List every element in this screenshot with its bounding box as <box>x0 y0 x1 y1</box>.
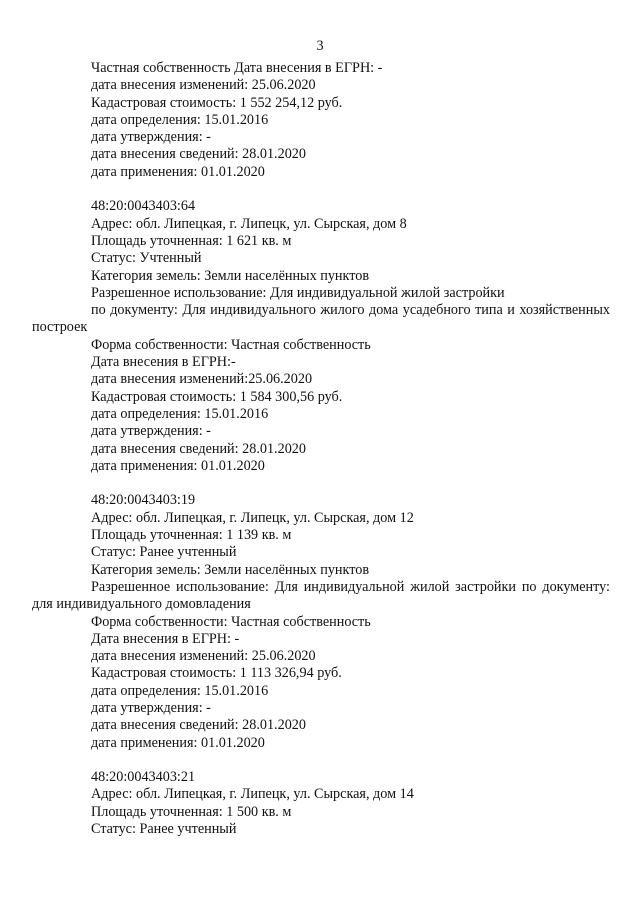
page-number: 3 <box>316 38 324 54</box>
parcel-cadastral-value: Кадастровая стоимость: 1 584 300,56 руб. <box>91 388 343 405</box>
parcel-egrn-date: Дата внесения в ЕГРН:- <box>91 354 236 371</box>
parcel-permitted-use: Разрешенное использование: Для индивидуальной жилой застройки <box>91 284 505 301</box>
parcel-64-section <box>32 198 610 475</box>
parcel-determination-date: дата определения: 15.01.2016 <box>91 682 269 699</box>
parcel-application-date: дата применения: 01.01.2020 <box>91 734 265 751</box>
parcel-address: Адрес: обл. Липецкая, г. Липецк, ул. Сырская, дом 14 <box>91 786 414 803</box>
parcel-change-date: дата внесения изменений:25.06.2020 <box>91 371 313 388</box>
parcel-approval-date: дата утверждения: - <box>91 699 211 716</box>
parcel-number: 48:20:0043403:19 <box>91 492 196 509</box>
parcel-egrn-date: Дата внесения в ЕГРН: - <box>91 630 240 647</box>
parcel-area: Площадь уточненная: 1 139 кв. м <box>91 527 292 544</box>
parcel-number: 48:20:0043403:21 <box>91 769 196 786</box>
parcel-info-date: дата внесения сведений: 28.01.2020 <box>91 440 306 457</box>
parcel-address: Адрес: обл. Липецкая, г. Липецк, ул. Сырская, дом 12 <box>91 509 414 526</box>
parcel-area: Площадь уточненная: 1 500 кв. м <box>91 803 292 820</box>
change-date-line: дата внесения изменений: 25.06.2020 <box>91 77 316 94</box>
approval-date-line: дата утверждения: - <box>91 129 211 146</box>
parcel-area: Площадь уточненная: 1 621 кв. м <box>91 232 292 249</box>
intro-section <box>32 60 610 181</box>
parcel-address: Адрес: обл. Липецкая, г. Липецк, ул. Сырская, дом 8 <box>91 215 407 232</box>
parcel-approval-date: дата утверждения: - <box>91 423 211 440</box>
parcel-status: Статус: Учтенный <box>91 250 202 267</box>
parcel-change-date: дата внесения изменений: 25.06.2020 <box>91 648 316 665</box>
parcel-ownership: Форма собственности: Частная собственность <box>91 336 371 353</box>
parcel-21-section <box>32 769 610 838</box>
document-body <box>32 60 610 838</box>
parcel-cadastral-value: Кадастровая стоимость: 1 113 326,94 руб. <box>91 665 342 682</box>
parcel-determination-date: дата определения: 15.01.2016 <box>91 405 269 422</box>
parcel-by-document: по документу: Для индивидуального жилого дома усадебного типа и хозяйственных построек <box>32 302 610 336</box>
cadastral-value-line: Кадастровая стоимость: 1 552 254,12 руб. <box>91 94 343 111</box>
ownership-line: Частная собственность Дата внесения в ЕГРН: - <box>91 60 383 76</box>
parcel-category: Категория земель: Земли населённых пунктов <box>91 267 370 284</box>
parcel-application-date: дата применения: 01.01.2020 <box>91 457 265 474</box>
parcel-status: Статус: Ранее учтенный <box>91 544 237 561</box>
parcel-ownership: Форма собственности: Частная собственность <box>91 613 371 630</box>
parcel-permitted-use: Разрешенное использование: Для индивидуальной жилой застройки по документу: для индивидуального домовладения <box>32 578 610 613</box>
determination-date-line: дата определения: 15.01.2016 <box>91 111 269 128</box>
application-date-line: дата применения: 01.01.2020 <box>91 163 265 180</box>
parcel-19-section <box>32 492 610 751</box>
parcel-number: 48:20:0043403:64 <box>91 198 196 215</box>
info-date-line: дата внесения сведений: 28.01.2020 <box>91 146 306 163</box>
parcel-info-date: дата внесения сведений: 28.01.2020 <box>91 717 306 734</box>
parcel-status: Статус: Ранее учтенный <box>91 821 237 838</box>
parcel-category: Категория земель: Земли населённых пунктов <box>91 561 370 578</box>
